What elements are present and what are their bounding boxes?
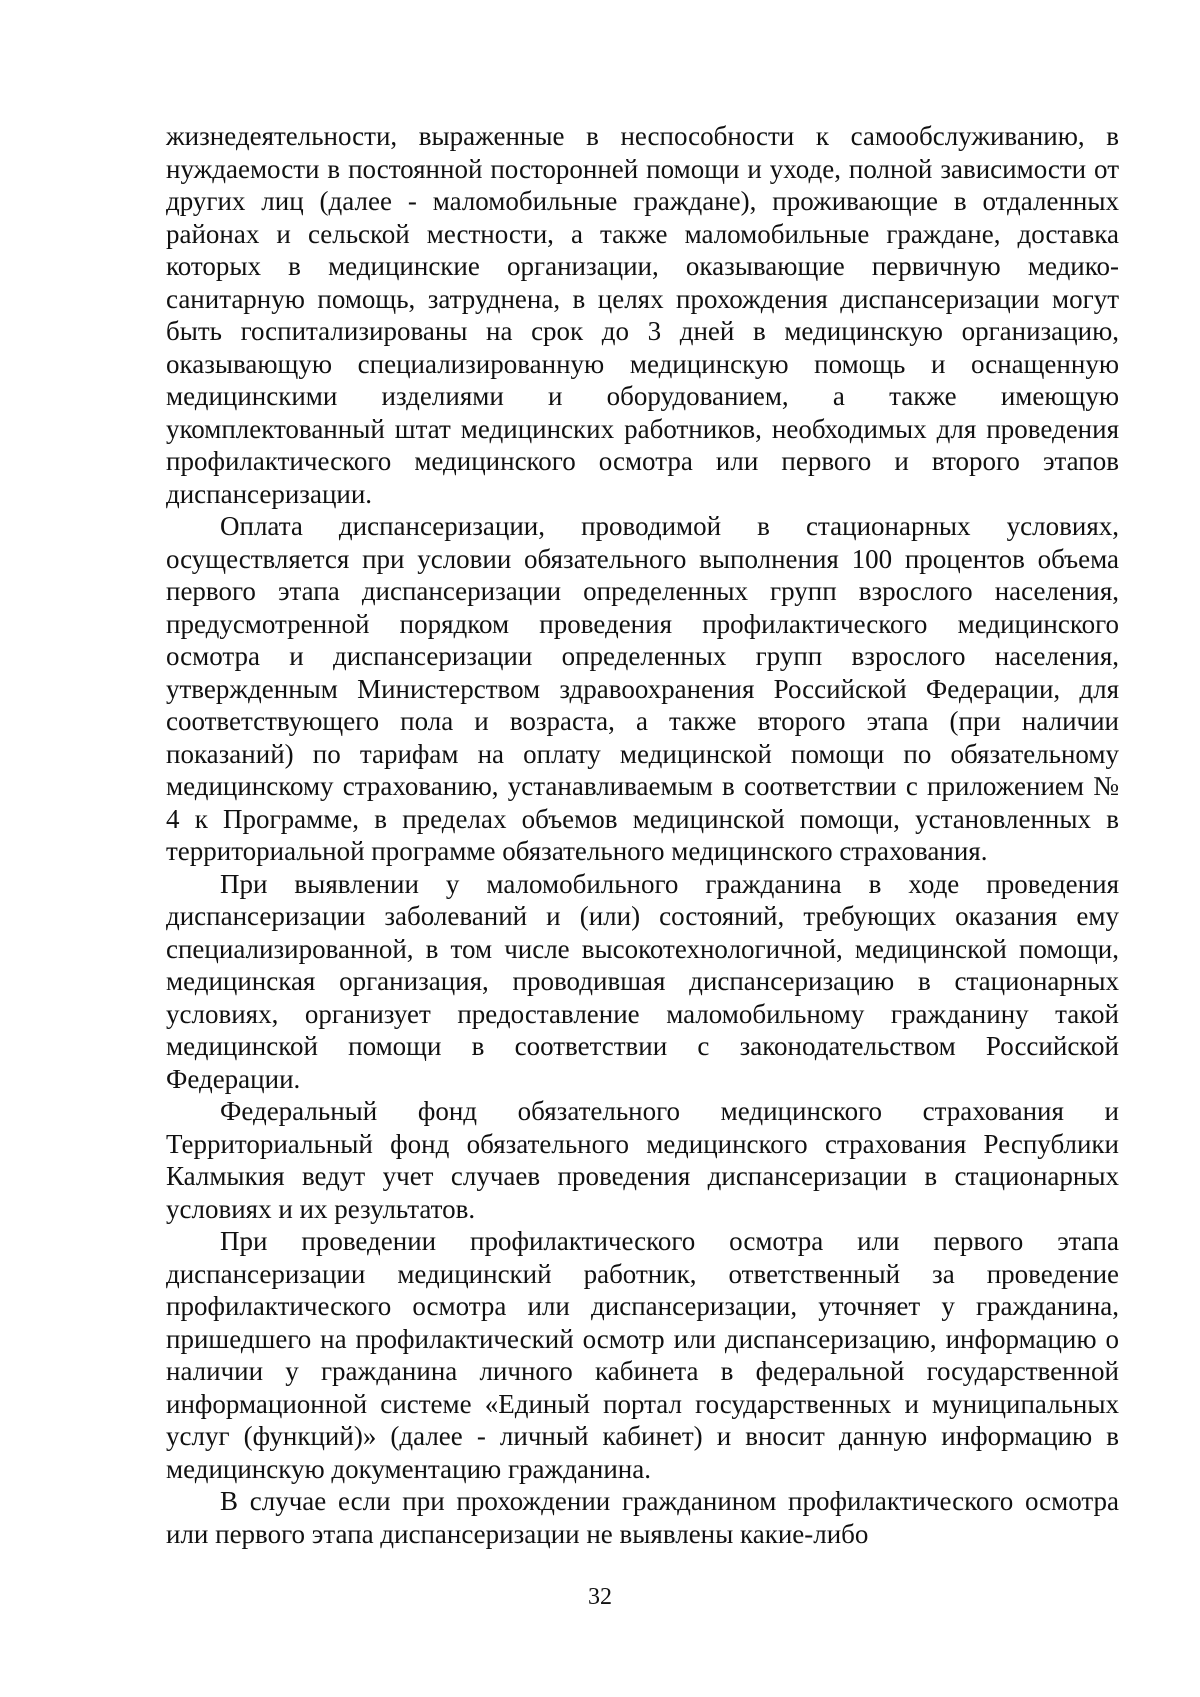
page-number: 32 — [588, 1584, 612, 1610]
paragraph-payment: Оплата диспансеризации, проводимой в стационарных условиях, осуществляется при условии обязательного выполнения 100 процентов объема первого этапа диспансеризации определенных групп взрослого населения, предусмотренной порядком проведения профилактического медицинского осмотра и диспансеризации определенных групп взрослого населения, утвержденным Министерством здравоохранения Российской Федерации, для соответствующего пола и возраста, а также второго этапа (при наличии показаний) по тарифам на оплату медицинской помощи по обязательному медицинскому страхованию, устанавливаемым в соответствии с приложением № 4 к Программе, в пределах объемов медицинской помощи, установленных в территориальной программе обязательного медицинского страхования. — [166, 511, 1119, 866]
document-body — [166, 120, 1119, 1550]
paragraph-case-no-findings: В случае если при прохождении гражданином профилактического осмотра или первого этапа диспансеризации не выявлены какие-либо — [166, 1486, 1119, 1549]
paragraph-detection: При выявлении у маломобильного гражданина в ходе проведения диспансеризации заболеваний и (или) состояний, требующих оказания ему специализированной, в том числе высокотехнологичной, медицинской помощи, медицинская организация, проводившая диспансеризацию в стационарных условиях, организует предоставление маломобильному гражданину такой медицинской помощи в соответствии с законодательством Российской Федерации. — [166, 868, 1119, 1094]
paragraph-funds-accounting: Федеральный фонд обязательного медицинского страхования и Территориальный фонд обязательного медицинского страхования Республики Калмыкия ведут учет случаев проведения диспансеризации в стационарных условиях и их результатов. — [166, 1096, 1119, 1224]
paragraph-personal-account: При проведении профилактического осмотра или первого этапа диспансеризации медицинский работник, ответственный за проведение профилактического осмотра или диспансеризации, уточняет у гражданина, пришедшего на профилактический осмотр или диспансеризацию, информацию о наличии у гражданина личного кабинета в федеральной государственной информационной системе «Единый портал государственных и муниципальных услуг (функций)» (далее - личный кабинет) и вносит данную информацию в медицинскую документацию гражданина. — [166, 1226, 1119, 1484]
paragraph-continuation: жизнедеятельности, выраженные в неспособности к самообслуживанию, в нуждаемости в постоянной посторонней помощи и уходе, полной зависимости от других лиц (далее - маломобильные граждане), проживающие в отдаленных районах и сельской местности, а также маломобильные граждане, доставка которых в медицинские организации, оказывающие первичную медико-санитарную помощь, затруднена, в целях прохождения диспансеризации могут быть госпитализированы на срок до 3 дней в медицинскую организацию, оказывающую специализированную медицинскую помощь и оснащенную медицинскими изделиями и оборудованием, а также имеющую укомплектованный штат медицинских работников, необходимых для проведения профилактического медицинского осмотра или первого и второго этапов диспансеризации. — [166, 121, 1119, 509]
